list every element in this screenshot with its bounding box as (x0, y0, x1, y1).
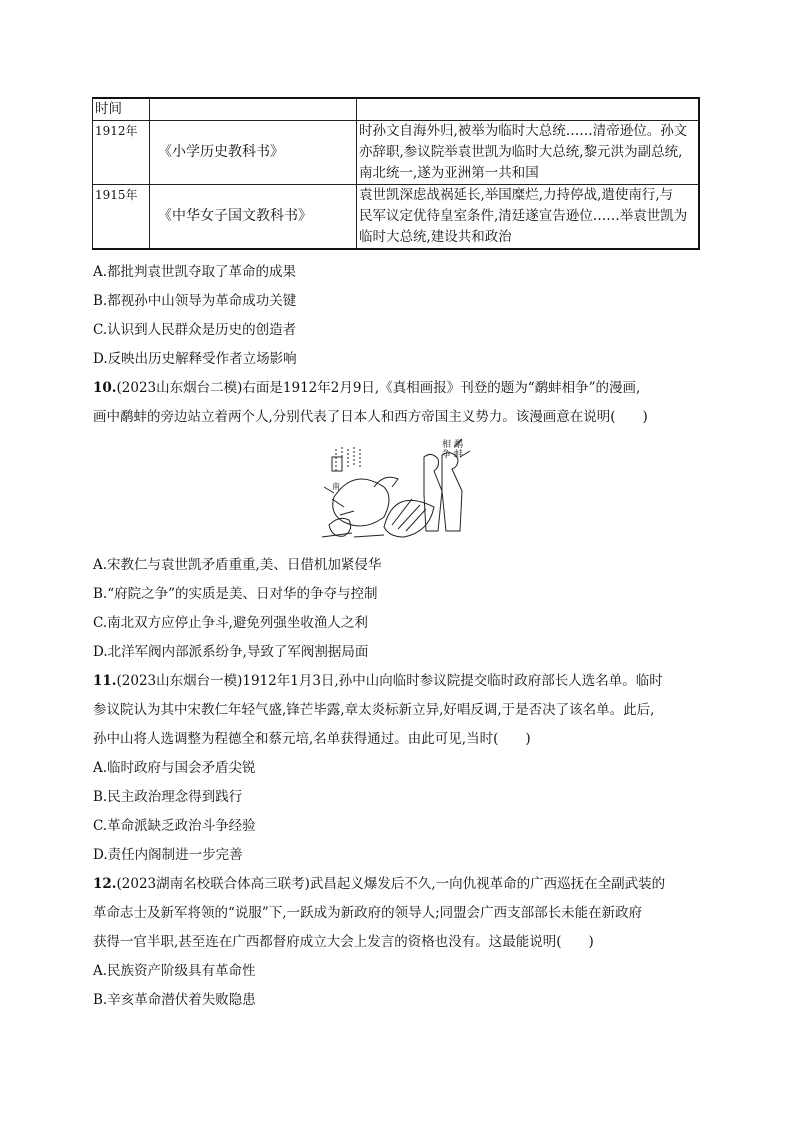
q11-stem-line-1 (93, 672, 663, 690)
row-source: 《中华女子国文教科书》 (150, 185, 357, 250)
cartoon-image (314, 437, 480, 543)
q10-stem-line-1 (93, 379, 640, 397)
row-content-line: 民军议定优待皇室条件,清廷遂宣告逊位……举袁世凯为 (359, 208, 688, 224)
q10-number: 10. (93, 380, 117, 396)
table-row (93, 185, 700, 250)
q12-option-a: A.民族资产阶级具有革命性 (93, 963, 256, 979)
row-year: 1915年 (93, 185, 150, 250)
row-content-line: 临时大总统,建设共和政治 (359, 229, 512, 245)
q12-stem-text: (2023湖南名校联合体高三联考)武昌起义爆发后不久,一向仇视革命的广西巡抚在全副武装的 (116, 876, 666, 892)
row-content-line: 袁世凯深虑战祸延长,举国糜烂,力持停战,遣使南行,与 (359, 187, 674, 203)
q11-option-b: B.民主政治理念得到践行 (93, 789, 243, 805)
q12-stem-line-2: 革命志士及新军将领的“说服”下,一跃成为新政府的领导人;同盟会广西支部部长未能在新政府 (93, 905, 643, 921)
row-year: 1912年 (93, 121, 150, 185)
cartoon-mark: 南 (332, 482, 340, 491)
header-cell-time: 时间 (93, 98, 150, 121)
q10-option-b: B.“府院之争”的实质是美、日对华的争夺与控制 (93, 586, 378, 602)
q12-number: 12. (93, 876, 117, 892)
table-header-row (93, 98, 700, 121)
row-content-line: 亦辞职,参议院举袁世凯为临时大总统,黎元洪为副总统, (359, 144, 683, 160)
q11-stem-line-3: 孙中山将人选调整为程德全和蔡元培,名单获得通过。由此可见,当时( ) (93, 731, 531, 747)
row-content (357, 121, 700, 185)
q10-stem-text: (2023山东烟台二模)右面是1912年2月9日,《真相画报》刊登的题为“鹬蚌相争”的漫画, (116, 380, 641, 396)
row-content-line: 南北统一,遂为亚洲第一共和国 (359, 165, 539, 181)
q11-number: 11. (93, 673, 117, 689)
q9-option-c: C.认识到人民群众是历史的创造者 (93, 322, 297, 338)
q11-stem-line-2: 参议院认为其中宋教仁年轻气盛,锋芒毕露,章太炎标新立异,好唱反调,于是否决了该名单。此后, (93, 702, 655, 718)
q12-option-b: B.辛亥革命潜伏着失败隐患 (93, 992, 256, 1008)
source-table (92, 97, 700, 250)
cartoon-caption: 鹬蚌相争 (442, 440, 464, 460)
q9-option-a: A.都批判袁世凯夺取了革命的成果 (93, 264, 297, 280)
q11-option-d: D.责任内阁制进一步完善 (93, 847, 243, 863)
row-source: 《小学历史教科书》 (150, 121, 357, 185)
table-row (93, 121, 700, 185)
row-content (357, 185, 700, 250)
q10-option-c: C.南北双方应停止争斗,避免列强坐收渔人之利 (93, 615, 368, 631)
q11-option-a: A.临时政府与国会矛盾尖锐 (93, 760, 256, 776)
q10-option-d: D.北洋军阀内部派系纷争,导致了军阀割据局面 (93, 644, 369, 660)
header-cell-content (357, 98, 700, 121)
row-content-line: 时孙文自海外归,被举为临时大总统……清帝逊位。孙文 (359, 123, 688, 139)
q9-option-b: B.都视孙中山领导为革命成功关键 (93, 293, 297, 309)
q12-stem-line-3: 获得一官半职,甚至连在广西都督府成立大会上发言的资格也没有。这最能说明( ) (93, 934, 594, 950)
q10-stem-line-2: 画中鹬蚌的旁边站立着两个人,分别代表了日本人和西方帝国主义势力。该漫画意在说明( ) (93, 409, 648, 425)
header-cell-source (150, 98, 357, 121)
q9-option-d: D.反映出历史解释受作者立场影响 (93, 351, 297, 367)
q11-option-c: C.革命派缺乏政治斗争经验 (93, 818, 256, 834)
q12-stem-line-1 (93, 875, 665, 893)
q11-stem-text: (2023山东烟台一模)1912年1月3日,孙中山向临时参议院提交临时政府部长人选名单。临时 (116, 673, 663, 689)
q10-option-a: A.宋教仁与袁世凯矛盾重重,美、日借机加紧侵华 (93, 557, 382, 573)
